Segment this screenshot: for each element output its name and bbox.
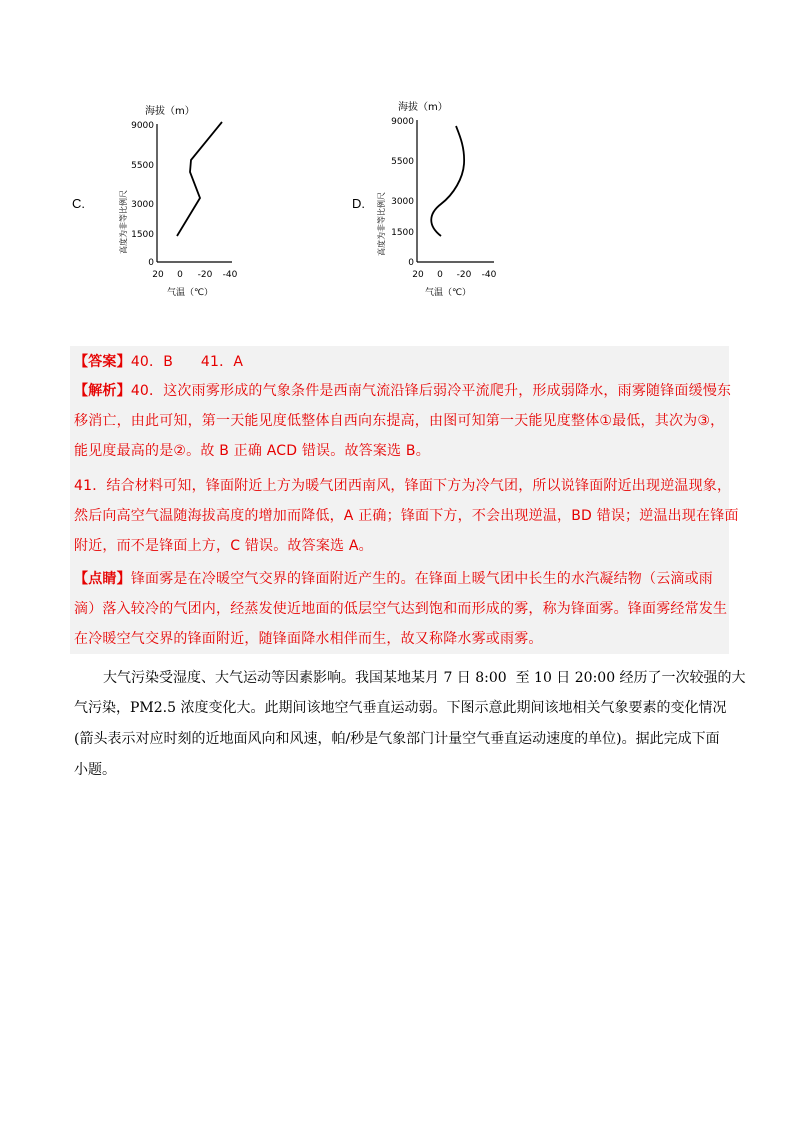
chart-d <box>368 96 518 300</box>
tip-text-1: 锋面雾是在冷暖空气交界的锋面附近产生的。在锋面上暖气团中长生的水汽凝结物（云滴或雨 <box>130 571 714 587</box>
chart-c-curve <box>177 122 222 236</box>
chart-c-ytick-0: 0 <box>148 258 154 268</box>
option-d-label: D. <box>352 196 365 211</box>
chart-d-xtick-20: 20 <box>412 270 424 280</box>
chart-c-ytick-5500: 5500 <box>131 161 154 171</box>
q41-line-3: 附近，而不是锋面上方，C 错误。故答案选 A。 <box>74 538 373 554</box>
chart-d-curve <box>431 126 464 236</box>
tip-tag: 【点睛】 <box>74 571 131 587</box>
chart-c-side-label: 高度为非等比例尺 <box>119 190 128 254</box>
chart-d-ytick-9000: 9000 <box>391 117 414 127</box>
chart-c-ytick-1500: 1500 <box>131 230 154 240</box>
passage-line-3: (箭头表示对应时刻的近地面风向和风速，帕/秒是气象部门计量空气垂直运动速度的单位)。据此完成下面 <box>74 731 720 747</box>
answer-tag: 【答案】 <box>74 354 131 370</box>
chart-d-ytick-0: 0 <box>408 258 414 268</box>
chart-c-y-title: 海拔（m） <box>145 106 195 117</box>
option-c-label: C. <box>72 196 85 211</box>
chart-d-x-title: 气温（℃） <box>424 288 472 298</box>
tip-line-3: 在冷暖空气交界的锋面附近，随锋面降水相伴而生，故又称降水雾或雨雾。 <box>74 631 543 647</box>
chart-c-ytick-9000: 9000 <box>131 121 154 131</box>
answer-text: 40．B 41．A <box>130 354 244 370</box>
chart-d-xtick-m40: -40 <box>481 270 497 280</box>
chart-d-ytick-1500: 1500 <box>391 228 414 238</box>
chart-c-xtick-m40: -40 <box>222 270 238 280</box>
analysis-line-3: 能见度最高的是②。故 B 正确 ACD 错误。故答案选 B。 <box>74 443 430 459</box>
chart-d-xtick-0: 0 <box>437 270 443 280</box>
analysis-tag: 【解析】 <box>74 383 131 399</box>
passage-line-1: 大气污染受湿度、大气运动等因素影响。我国某地某月 7 日 8:00 至 10 日 20:00 经历了一次较强的大 <box>103 670 746 686</box>
analysis-text-1: 40．这次雨雾形成的气象条件是西南气流沿锋后弱冷平流爬升，形成弱降水，雨雾随锋面缓慢东 <box>130 383 732 399</box>
analysis-line-2: 移消亡，由此可知，第一天能见度低整体自西向东提高，由图可知第一天能见度整体①最低，其次为③， <box>74 413 725 429</box>
passage-line-4: 小题。 <box>74 762 116 778</box>
chart-d-y-title: 海拔（m） <box>398 102 448 113</box>
chart-d-ytick-3000: 3000 <box>391 197 414 207</box>
chart-d-side-label: 高度为非等比例尺 <box>377 192 386 256</box>
chart-d-ytick-5500: 5500 <box>391 157 414 167</box>
chart-c <box>110 100 260 300</box>
analysis-line-1 <box>74 381 731 401</box>
passage-line-2: 气污染，PM2.5 浓度变化大。此期间该地空气垂直运动弱。下图示意此期间该地相关气象要素的变化情况 <box>74 700 727 716</box>
chart-c-xtick-0: 0 <box>177 270 183 280</box>
chart-c-xtick-m20: -20 <box>197 270 213 280</box>
q41-line-1: 41．结合材料可知，锋面附近上方为暖气团西南风，锋面下方为冷气团，所以说锋面附近出现逆温现象， <box>74 478 732 494</box>
chart-c-ytick-3000: 3000 <box>131 200 154 210</box>
chart-d-xtick-m20: -20 <box>456 270 472 280</box>
tip-line-2: 滴）落入较冷的气团内，经蒸发使近地面的低层空气达到饱和而形成的雾，称为锋面雾。锋面雾经常发生 <box>74 601 728 617</box>
q41-line-2: 然后向高空气温随海拔高度的增加而降低，A 正确；锋面下方，不会出现逆温，BD 错误；逆温出现在锋面 <box>74 508 739 524</box>
chart-c-x-title: 气温（℃） <box>166 288 214 298</box>
answer-line <box>74 352 243 372</box>
tip-line-1 <box>74 569 713 589</box>
chart-c-xtick-20: 20 <box>152 270 164 280</box>
